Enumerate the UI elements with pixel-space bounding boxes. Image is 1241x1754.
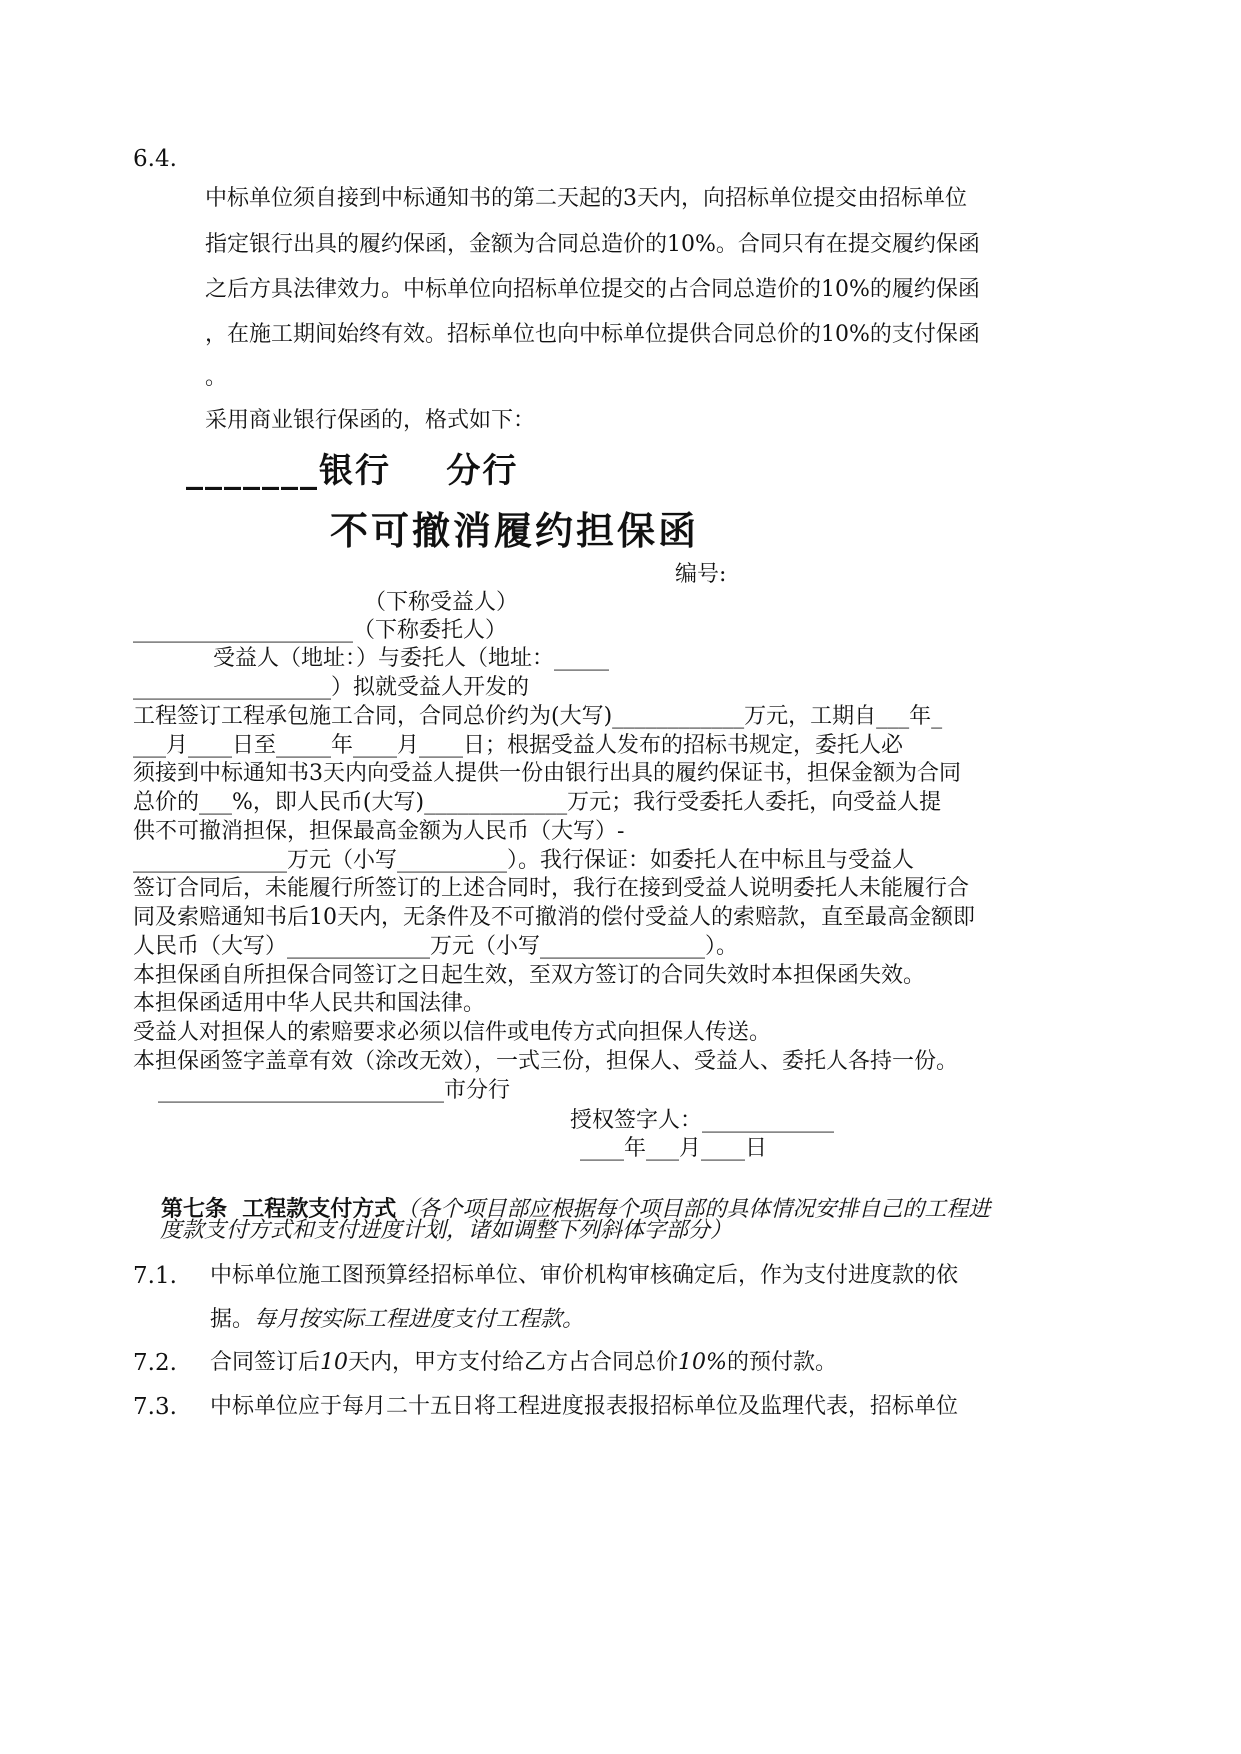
guarantee-line: （下称受益人）	[364, 590, 519, 615]
item-text-italic: 10	[320, 1350, 349, 1375]
bank-line: _______银行 分行	[186, 451, 519, 491]
item-text-normal: 合同签订后	[210, 1350, 321, 1375]
guarantee-line: 受益人对担保人的索赔要求必须以信件或电传方式向担保人传送。	[133, 1020, 772, 1045]
paragraph-line: 指定银行出具的履约保函，金额为合同总造价的10%。合同只有在提交履约保函	[205, 232, 980, 257]
guarantee-line: ______________万元（小写__________）。我行保证：如委托人在中标且与受益人	[133, 848, 915, 873]
guarantee-line: 工程签订工程承包施工合同，合同总价约为(大写)____________万元，工期自___年_	[133, 704, 943, 729]
article-note: （各个项目部应根据每个项目部的具体情况安排自己的工程进	[396, 1197, 991, 1222]
item-text-continued	[210, 1309, 584, 1331]
guarantee-line: 本担保函自所担保合同签订之日起生效，至双方签订的合同失效时本担保函失效。	[133, 963, 926, 988]
signatory-line: 授权签字人：____________	[570, 1108, 835, 1133]
format-intro: 采用商业银行保函的，格式如下：	[205, 408, 536, 433]
item-text-italic: 每月按实际工程进度支付工程款。	[254, 1307, 585, 1332]
guarantee-line: 总价的___%，即人民币(大写)_____________万元；我行受委托人委托，向受益人提	[133, 790, 942, 815]
item-text-normal: 据。	[210, 1307, 255, 1332]
guarantee-line: 受益人（地址：）与委托人（地址：_____	[213, 646, 610, 671]
article-heading: 第七条 工程款支付方式	[160, 1196, 397, 1222]
article-note-continued: 度款支付方式和支付进度计划，诸如调整下列斜体字部分）	[160, 1218, 733, 1243]
item-number: 7.2.	[133, 1350, 177, 1376]
guarantee-line: 本担保函签字盖章有效（涂改无效），一式三份，担保人、受益人、委托人各持一份。	[133, 1049, 959, 1074]
item-text-italic: 10%	[678, 1350, 727, 1375]
item-text: 中标单位应于每月二十五日将工程进度报表报招标单位及监理代表，招标单位	[210, 1394, 959, 1419]
guarantee-title: 不可撤消履约担保函	[330, 508, 700, 553]
paragraph-line: ，在施工期间始终有效。招标单位也向中标单位提供合同总价的10%的支付保函	[205, 322, 980, 347]
guarantee-line: 供不可撤消担保，担保最高金额为人民币（大写）-	[133, 819, 625, 844]
date-line: ____年___月____日	[580, 1136, 768, 1161]
guarantee-line: 须接到中标通知书3天内向受益人提供一份由银行出具的履约保证书，担保金额为合同	[133, 761, 961, 786]
guarantee-line: __________________）拟就受益人开发的	[133, 675, 530, 700]
guarantee-line: ___月____日至_____年____月____日；根据受益人发布的招标书规定，委托人必	[133, 733, 904, 758]
guarantee-line: 签订合同后，未能履行所签订的上述合同时，我行在接到受益人说明委托人未能履行合	[133, 876, 970, 901]
item-text-normal: 天内，甲方支付给乙方占合同总价	[348, 1350, 679, 1375]
guarantee-line: 人民币（大写）_____________万元（小写_______________）。	[133, 934, 739, 959]
item-text	[210, 1352, 837, 1374]
paragraph-line: 之后方具法律效力。中标单位向招标单位提交的占合同总造价的10%的履约保函	[205, 277, 980, 302]
section-number: 6.4.	[133, 146, 177, 172]
item-text: 中标单位施工图预算经招标单位、审价机构审核确定后，作为支付进度款的依	[210, 1263, 959, 1288]
guarantee-line: ____________________（下称委托人）	[133, 618, 508, 643]
item-number: 7.3.	[133, 1394, 177, 1420]
item-text-normal: 的预付款。	[726, 1350, 837, 1375]
guarantee-line: 本担保函适用中华人民共和国法律。	[133, 991, 486, 1016]
paragraph-line: 。	[205, 365, 228, 390]
item-number: 7.1.	[133, 1263, 177, 1289]
paragraph-line: 中标单位须自接到中标通知书的第二天起的3天内，向招标单位提交由招标单位	[205, 186, 967, 211]
guarantee-line: 同及索赔通知书后10天内，无条件及不可撤消的偿付受益人的索赔款，直至最高金额即	[133, 905, 975, 930]
number-label: 编号:	[675, 562, 727, 587]
branch-line: __________________________市分行	[158, 1078, 511, 1103]
